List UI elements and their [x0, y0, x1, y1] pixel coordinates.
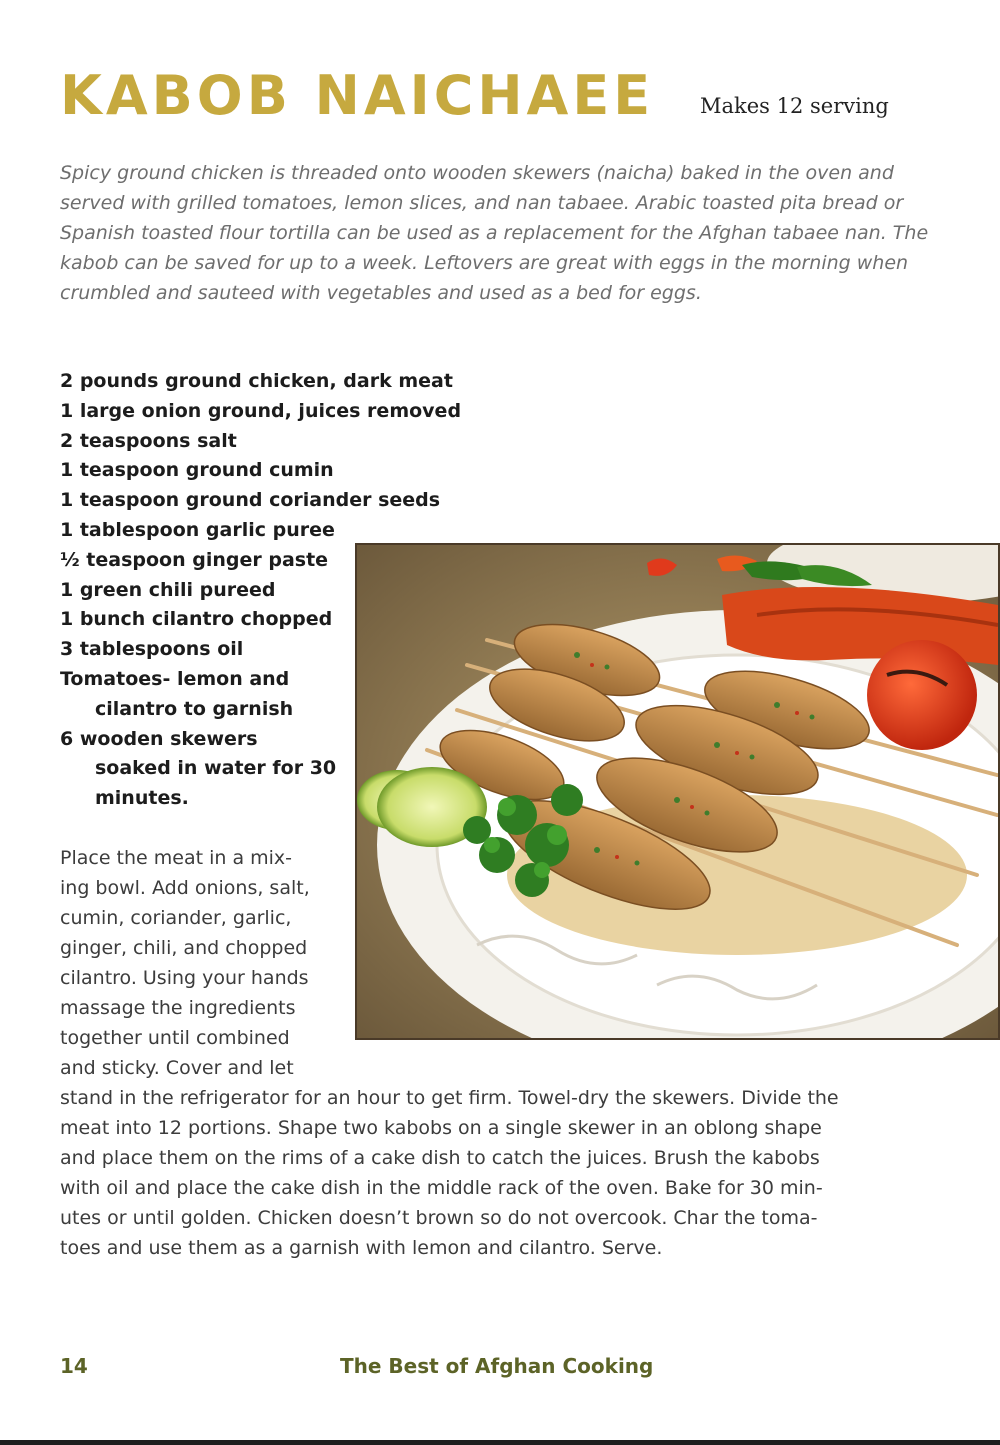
method-line: stand in the refrigerator for an hour to get firm. Towel-dry the skewers. Divide the [60, 1087, 839, 1109]
method-line: utes or until golden. Chicken doesn’t brown so do not overcook. Char the toma- [60, 1207, 818, 1229]
method-line: toes and use them as a garnish with lemon and cilantro. Serve. [60, 1237, 663, 1259]
ingredient-item: 1 tablespoon garlic puree [60, 518, 335, 541]
method-line: cilantro. Using your hands [60, 967, 309, 989]
ingredient-item-continued: minutes. [95, 787, 189, 810]
ingredient-item: 2 pounds ground chicken, dark meat [60, 370, 453, 392]
method-line: with oil and place the cake dish in the middle rack of the oven. Bake for 30 min- [60, 1177, 823, 1199]
ingredient-item-continued: cilantro to garnish [95, 697, 294, 720]
ingredient-item: 1 green chili pureed [60, 578, 276, 601]
method-line: together until combined [60, 1027, 290, 1049]
recipe-title: KABOB NAICHAEE [60, 64, 655, 127]
ingredient-item: 1 bunch cilantro chopped [60, 608, 333, 631]
method-line: ginger, chili, and chopped [60, 937, 308, 959]
method-line: ing bowl. Add onions, salt, [60, 877, 310, 899]
method-line: meat into 12 portions. Shape two kabobs on a single skewer in an oblong shape [60, 1117, 822, 1139]
ingredient-item: 1 large onion ground, juices removed [60, 399, 462, 422]
ingredient-item: 6 wooden skewers [60, 727, 258, 750]
book-title: The Best of Afghan Cooking [340, 1354, 654, 1378]
method-line: massage the ingredients [60, 997, 296, 1019]
ingredient-item: 3 tablespoons oil [60, 638, 244, 661]
page-number: 14 [60, 1354, 88, 1378]
method-line: cumin, coriander, garlic, [60, 907, 292, 929]
ingredient-item: Tomatoes- lemon and [60, 667, 290, 690]
bottom-rule [0, 1440, 1000, 1445]
method-line: and sticky. Cover and let [60, 1057, 294, 1079]
ingredient-item: 1 teaspoon ground coriander seeds [60, 489, 441, 512]
recipe-intro: Spicy ground chicken is threaded onto wooden skewers (naicha) baked in the oven and served with grilled tomatoes, lemon slices, and nan tabaee. Arabic toasted pita bread or Spanish toasted flour tortilla can be used as a replacement for the Afghan tabaee nan. The kabob can be saved for up to a week. Leftovers are great with eggs in the morning when crumbled and sauteed with vegetables and used as a bed for eggs. [60, 162, 929, 304]
method-line: and place them on the rims of a cake dish to catch the juices. Brush the kabobs [60, 1147, 820, 1169]
servings-note: Makes 12 serving [700, 94, 889, 118]
ingredient-item: 2 teaspoons salt [60, 429, 237, 452]
ingredient-item: ½ teaspoon ginger paste [60, 548, 329, 571]
ingredient-item: 1 teaspoon ground cumin [60, 459, 334, 482]
method-text [60, 843, 940, 1263]
method-line: Place the meat in a mix- [60, 847, 293, 869]
ingredient-item-continued: soaked in water for 30 [95, 757, 337, 780]
